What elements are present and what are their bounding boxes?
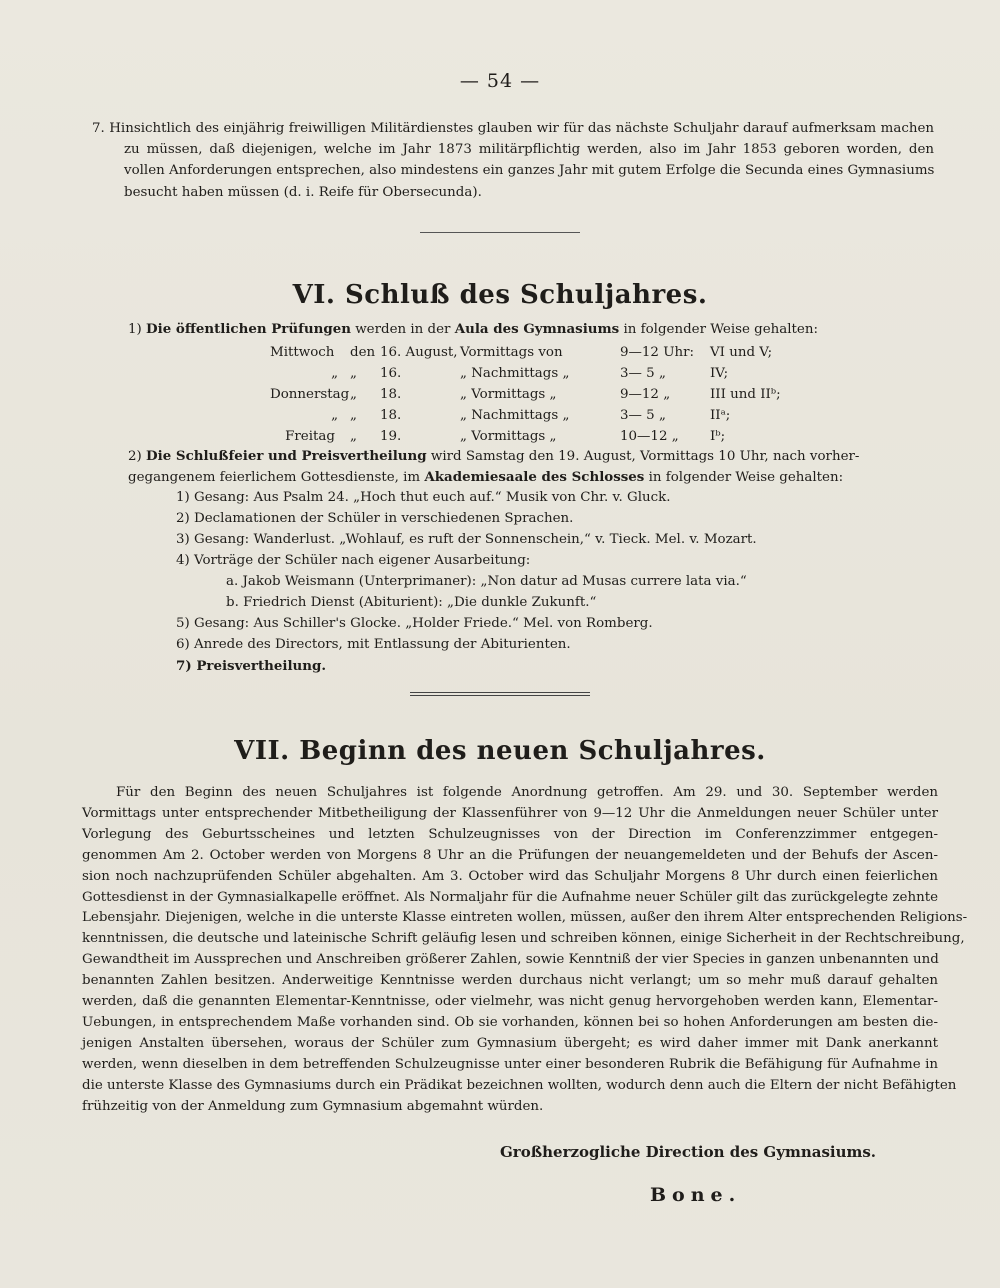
program-item: 4) Vorträge der Schüler nach eigener Ausarbeitung:: [176, 553, 531, 568]
schedule-classes: Iᵇ;: [710, 429, 726, 444]
program-subitem: a. Jakob Weismann (Unterprimaner): „Non datur ad Musas currere lata via.“: [226, 574, 747, 589]
section-7-line: kenntnissen, die deutsche und lateinische Schrift geläufig lesen und schreiben können, einige Sicherheit in der Rechtschreibung,: [82, 931, 965, 947]
section-7-line: Lebensjahr. Diejenigen, welche in die unterste Klasse eintreten wollen, müssen, außer den ihrem Alter entsprechenden Religions-: [82, 910, 968, 926]
schedule-day: Freitag: [285, 429, 335, 444]
program-item: 7) Preisvertheilung.: [176, 658, 327, 674]
section-7-line: frühzeitig von der Anmeldung zum Gymnasium abgemahnt würden.: [82, 1098, 544, 1114]
ceremony-line1-rest: wird Samstag den 19. August, Vormittags 10 Uhr, nach vorher-: [430, 449, 860, 464]
section-7-line: werden, wenn dieselben in dem betreffenden Schulzeugnisse unter einer besonderen Rubrik die Befähigung für Aufnahme in: [82, 1056, 938, 1072]
exams-title: Die öffentlichen Prüfungen: [146, 321, 351, 337]
schedule-date: 19.: [380, 429, 402, 444]
ceremony-intro-line2: [128, 469, 843, 485]
schedule-day: „: [331, 408, 338, 423]
item-7-line: 7. Hinsichtlich des einjährig freiwilligen Militärdienstes glauben wir für das nächste Schuljahr darauf aufmerksam machen: [92, 121, 934, 136]
signature-institution: Großherzogliche Direction des Gymnasiums.: [500, 1143, 877, 1161]
section-7-paragraph: [82, 783, 968, 1118]
program-item: 6) Anrede des Directors, mit Entlassung der Abiturienten.: [176, 637, 571, 652]
program-item: 3) Gesang: Wanderlust. „Wohlauf, es ruft der Sonnenschein,“ v. Tieck. Mel. v. Mozart.: [176, 532, 757, 547]
divider: [420, 232, 580, 233]
schedule-day: Mittwoch: [270, 345, 335, 360]
schedule-classes: VI und V;: [710, 345, 773, 360]
schedule-classes: IV;: [710, 366, 729, 381]
item-7-line: zu müssen, daß diejenigen, welche im Jahr 1873 militärpflichtig werden, also im Jahr 1853 geboren worden, den: [124, 142, 934, 158]
schedule-row: [270, 405, 781, 426]
program-item: 2) Declamationen der Schüler in verschiedenen Sprachen.: [176, 511, 574, 526]
ceremony-intro-line1: [128, 448, 934, 464]
section-7-line: benannten Zahlen besitzen. Anderweitige Kenntnisse werden durchaus nicht verlangt; um so mehr muß darauf gehalten: [82, 973, 938, 989]
schedule-hours: 3— 5 „: [620, 366, 666, 381]
schedule-date: 16. August,: [380, 345, 458, 360]
schedule-sep: „: [350, 408, 357, 423]
schedule-classes: III und IIᵇ;: [710, 387, 781, 402]
section-7-line: Vorlegung des Geburtsscheines und letzten Schulzeugnisses von der Direction im Conferenzzimmer entgegen-: [82, 826, 938, 842]
section-7-line: Vormittags unter entsprechender Mitbetheiligung der Klassenführer von 9—12 Uhr die Anmeldungen neuer Schüler unter: [82, 805, 938, 821]
schedule-time: „ Vormittags „: [460, 387, 557, 402]
schedule-hours: 3— 5 „: [620, 408, 666, 423]
schedule-time: „ Nachmittags „: [460, 366, 570, 381]
schedule-time: „ Vormittags „: [460, 429, 557, 444]
ceremony-number: 2): [128, 449, 142, 464]
section-7-line: jenigen Anstalten übersehen, woraus der Schüler zum Gymnasium übergeht; es wird daher immer mit Dank anerkannt: [82, 1035, 938, 1051]
schedule-time: „ Nachmittags „: [460, 408, 570, 423]
schedule-row: [270, 363, 781, 384]
section-7-line: werden, daß die genannten Elementar-Kenntnisse, oder vielmehr, was nicht genug hervorgehoben werden kann, Elementar-: [82, 994, 938, 1010]
exams-end: in folgender Weise gehalten:: [623, 322, 818, 337]
section-7-line: sion noch nachzuprüfenden Schüler abgehalten. Am 3. October wird das Schuljahr Morgens 8 Uhr durch einen feierlichen: [82, 868, 938, 884]
program-subitem: b. Friedrich Dienst (Abiturient): „Die dunkle Zukunft.“: [226, 595, 597, 610]
exams-number: 1): [128, 322, 142, 337]
section-7-line: genommen Am 2. October werden von Morgens 8 Uhr an die Prüfungen der neuangemeldeten und der Behufs der Ascen-: [82, 847, 938, 863]
section-7-line: Uebungen, in entsprechendem Maße vorhanden sind. Ob sie vorhanden, können bei so hohen Anforderungen am besten die-: [82, 1014, 938, 1030]
schedule-sep: „: [350, 387, 357, 402]
section-7-line: Gewandtheit im Aussprechen und Anschreiben größerer Zahlen, sowie Kenntniß der vier Species in ganzen unbenannten und: [82, 952, 939, 968]
schedule-day: Donnerstag: [270, 387, 350, 402]
page-number: — 54 —: [459, 70, 541, 92]
ceremony-title: Die Schlußfeier und Preisvertheilung: [146, 448, 427, 464]
schedule-row: [270, 426, 781, 447]
schedule-sep: „: [350, 429, 357, 444]
schedule-date: 16.: [380, 366, 402, 381]
schedule-row: [270, 384, 781, 405]
exams-location: Aula des Gymnasiums: [454, 321, 620, 337]
schedule-hours: 9—12 Uhr:: [620, 345, 695, 360]
schedule-row: [270, 342, 781, 363]
schedule-day: „: [331, 366, 338, 381]
signature-name: Bone.: [650, 1184, 742, 1206]
schedule-hours: 10—12 „: [620, 429, 679, 444]
divider: [410, 692, 590, 693]
exams-intro: [128, 321, 934, 337]
section-7-line: Für den Beginn des neuen Schuljahres ist folgende Anordnung getroffen. Am 29. und 30. September werden: [116, 785, 938, 800]
schedule-date: 18.: [380, 387, 402, 402]
program-item: 1) Gesang: Aus Psalm 24. „Hoch thut euch auf.“ Musik von Chr. v. Gluck.: [176, 490, 671, 505]
schedule-date: 18.: [380, 408, 402, 423]
schedule-sep: „: [350, 366, 357, 381]
section-7-line: die unterste Klasse des Gymnasiums durch ein Prädikat bezeichnen wollten, wodurch denn auch die Eltern der nicht Befähigten: [82, 1077, 957, 1093]
section-7-heading: VII. Beginn des neuen Schuljahres.: [234, 736, 766, 766]
ceremony-line2-b: in folgender Weise gehalten:: [648, 470, 844, 485]
section-6-heading: VI. Schluß des Schuljahres.: [292, 280, 708, 310]
item-7-line: vollen Anforderungen entsprechen, also mindestens ein ganzes Jahr mit gutem Erfolge die Secunda eines Gymnasiums: [124, 163, 935, 179]
ceremony-location: Akademiesaale des Schlosses: [424, 469, 645, 485]
ceremony-line2-a: gegangenem feierlichem Gottesdienste, im: [128, 470, 421, 485]
schedule-classes: IIᵃ;: [710, 408, 731, 423]
exam-schedule: [270, 342, 781, 447]
item-7-paragraph: [92, 118, 934, 203]
section-7-line: Gottesdienst in der Gymnasialkapelle eröffnet. Als Normaljahr für die Aufnahme neuer Schüler gilt das zurückgelegte zehnte: [82, 889, 938, 905]
schedule-time: Vormittags von: [460, 345, 563, 360]
exams-mid: werden in der: [355, 322, 451, 337]
schedule-sep: den: [350, 345, 376, 360]
schedule-hours: 9—12 „: [620, 387, 671, 402]
item-7-line: besucht haben müssen (d. i. Reife für Obersecunda).: [124, 184, 482, 200]
program-item: 5) Gesang: Aus Schiller's Glocke. „Holder Friede.“ Mel. von Romberg.: [176, 616, 653, 631]
